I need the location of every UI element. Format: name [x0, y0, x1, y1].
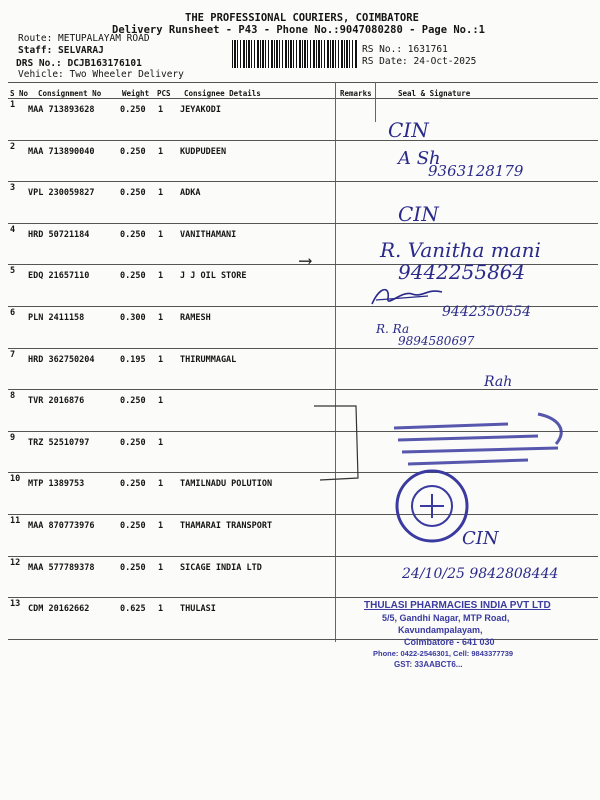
sno-cell: 5: [10, 266, 16, 277]
consignee-cell: SICAGE INDIA LTD: [180, 562, 262, 573]
col-remarks: Remarks: [340, 89, 372, 98]
bracket-mark-icon: [310, 398, 370, 488]
consignee-cell: JEYAKODI: [180, 105, 221, 115]
weight-cell: 0.250: [120, 479, 146, 490]
consignment-cell: VPL 230059827: [28, 188, 95, 199]
pcs-cell: 1: [158, 521, 164, 531]
sno-cell: 12: [10, 557, 21, 568]
consignment-cell: HRD 50721184: [28, 229, 90, 240]
sno-cell: 6: [10, 308, 16, 318]
handwriting-sign-3: CIN: [398, 202, 439, 226]
weight-cell: 0.250: [120, 188, 146, 199]
consignee-cell: KUDPUDEEN: [180, 146, 227, 157]
scribble-signature-icon: [368, 282, 448, 312]
row-divider: [8, 514, 598, 515]
col-pcs: PCS: [157, 89, 171, 98]
company-name: THE PROFESSIONAL COURIERS, COIMBATORE: [185, 12, 419, 24]
consignment-cell: TRZ 52510797: [28, 437, 90, 448]
row-divider: [8, 140, 598, 141]
handwriting-sign-4: R. Vanitha mani: [380, 238, 541, 262]
handwriting-phone-7: 9894580697: [398, 334, 475, 348]
consignment-cell: CDM 20162662: [28, 604, 90, 615]
weight-cell: 0.250: [120, 437, 146, 448]
handwriting-phone-2: 9363128179: [428, 162, 524, 180]
consignment-cell: EDQ 21657110: [28, 271, 90, 282]
table-row: [0, 183, 600, 223]
table-row: [0, 474, 600, 514]
consignment-cell: MTP 1389753: [28, 479, 85, 490]
handwriting-sign-11: CIN: [462, 528, 499, 549]
handwriting-sign-7: R. Ra: [376, 322, 410, 336]
sno-cell: 1: [10, 100, 16, 110]
consignment-cell: MAA 713890040: [28, 146, 95, 157]
consignee-cell: RAMESH: [180, 313, 211, 323]
staff-label: Staff: SELVARAJ: [18, 45, 104, 56]
sno-cell: 13: [10, 599, 21, 610]
handwriting-phone-5: 9442255864: [398, 260, 526, 284]
pcs-cell: 1: [158, 396, 164, 407]
sno-cell: 8: [10, 391, 16, 402]
table-top-border: [8, 82, 598, 83]
arrow-icon: ⟶: [300, 250, 311, 271]
rs-number: RS No.: 1631761: [362, 44, 448, 55]
consignee-cell: THAMARAI TRANSPORT: [180, 521, 273, 531]
row-divider: [8, 223, 598, 224]
weight-cell: 0.250: [120, 521, 146, 531]
row-divider: [8, 181, 598, 182]
weight-cell: 0.250: [120, 271, 146, 282]
pcs-cell: 1: [158, 105, 164, 115]
row-divider: [8, 597, 598, 598]
consignee-cell: TAMILNADU POLUTION: [180, 479, 273, 490]
sno-cell: 10: [10, 474, 21, 485]
weight-cell: 0.250: [120, 562, 146, 573]
weight-cell: 0.195: [120, 354, 146, 365]
barcode: [232, 40, 358, 68]
consignment-cell: HRD 362750204: [28, 354, 95, 365]
sno-cell: 9: [10, 432, 16, 443]
pcs-cell: 1: [158, 479, 164, 490]
handwriting-sign-8: Rah: [484, 374, 513, 390]
col-consignee: Consignee Details: [184, 89, 261, 98]
consignment-cell: MAA 870773976: [28, 521, 95, 531]
sno-cell: 11: [10, 516, 21, 526]
pcs-cell: 1: [158, 437, 164, 448]
weight-cell: 0.250: [120, 396, 146, 407]
consignee-cell: ADKA: [180, 188, 201, 199]
stamp-gst: GST: 33AABCT6...: [394, 660, 463, 669]
pcs-cell: 1: [158, 229, 164, 240]
consignee-cell: VANITHAMANI: [180, 229, 237, 240]
row-divider: [8, 556, 598, 557]
sno-cell: 3: [10, 183, 16, 194]
row-divider: [8, 639, 598, 640]
table-row: [0, 516, 600, 556]
sno-cell: 2: [10, 141, 16, 152]
stamp-company: THULASI PHARMACIES INDIA PVT LTD: [364, 600, 551, 611]
stamp-address-3: Coimbatore - 641 030: [404, 637, 495, 647]
weight-cell: 0.250: [120, 146, 146, 157]
handwriting-phone-6: 9442350554: [442, 304, 532, 320]
drs-number: DRS No.: DCJB163176101: [16, 58, 142, 69]
runsheet-title: Delivery Runsheet - P43 - Phone No.:9047080280 - Page No.:1: [112, 24, 485, 36]
handwriting-sign-2: A Sh: [398, 148, 441, 169]
rs-date: RS Date: 24-Oct-2025: [362, 56, 477, 67]
consignment-cell: MAA 577789378: [28, 562, 95, 573]
pcs-cell: 1: [158, 146, 164, 157]
stamp-address-1: 5/5, Gandhi Nagar, MTP Road,: [382, 613, 510, 623]
stamp-address-2: Kavundampalayam,: [398, 625, 483, 635]
consignment-cell: MAA 713893628: [28, 105, 95, 115]
table-row: [0, 100, 600, 140]
col-weight: Weight: [122, 89, 150, 98]
pcs-cell: 1: [158, 271, 164, 282]
pcs-cell: 1: [158, 188, 164, 199]
sno-cell: 4: [10, 224, 16, 235]
consignee-cell: THIRUMMAGAL: [180, 354, 237, 365]
header-bottom-border: [8, 98, 598, 99]
consignee-cell: THULASI: [180, 604, 216, 615]
weight-cell: 0.625: [120, 604, 146, 615]
col-signature: Seal & Signature: [398, 89, 471, 98]
weight-cell: 0.250: [120, 105, 146, 115]
handwriting-sign-12: 24/10/25 9842808444: [402, 566, 559, 582]
stamp-phone: Phone: 0422-2546301, Cell: 9843377739: [373, 649, 514, 658]
pcs-cell: 1: [158, 604, 164, 615]
handwriting-sign-1: CIN: [388, 118, 429, 142]
consignment-cell: TVR 2016876: [28, 396, 85, 407]
weight-cell: 0.250: [120, 229, 146, 240]
pcs-cell: 1: [158, 562, 164, 573]
pcs-cell: 1: [158, 354, 164, 365]
consignment-cell: PLN 2411158: [28, 313, 85, 323]
pcs-cell: 1: [158, 313, 164, 323]
round-seal-icon: [392, 466, 472, 546]
sno-cell: 7: [10, 349, 16, 360]
col-sno: S No: [10, 89, 29, 98]
vehicle-label: Vehicle: Two Wheeler Delivery: [18, 69, 184, 80]
consignee-cell: J J OIL STORE: [180, 271, 247, 282]
route-label: Route: METUPALAYAM ROAD: [18, 33, 150, 44]
col-consignment: Consignment No: [38, 89, 102, 98]
weight-cell: 0.300: [120, 313, 146, 323]
row-divider: [8, 348, 598, 349]
